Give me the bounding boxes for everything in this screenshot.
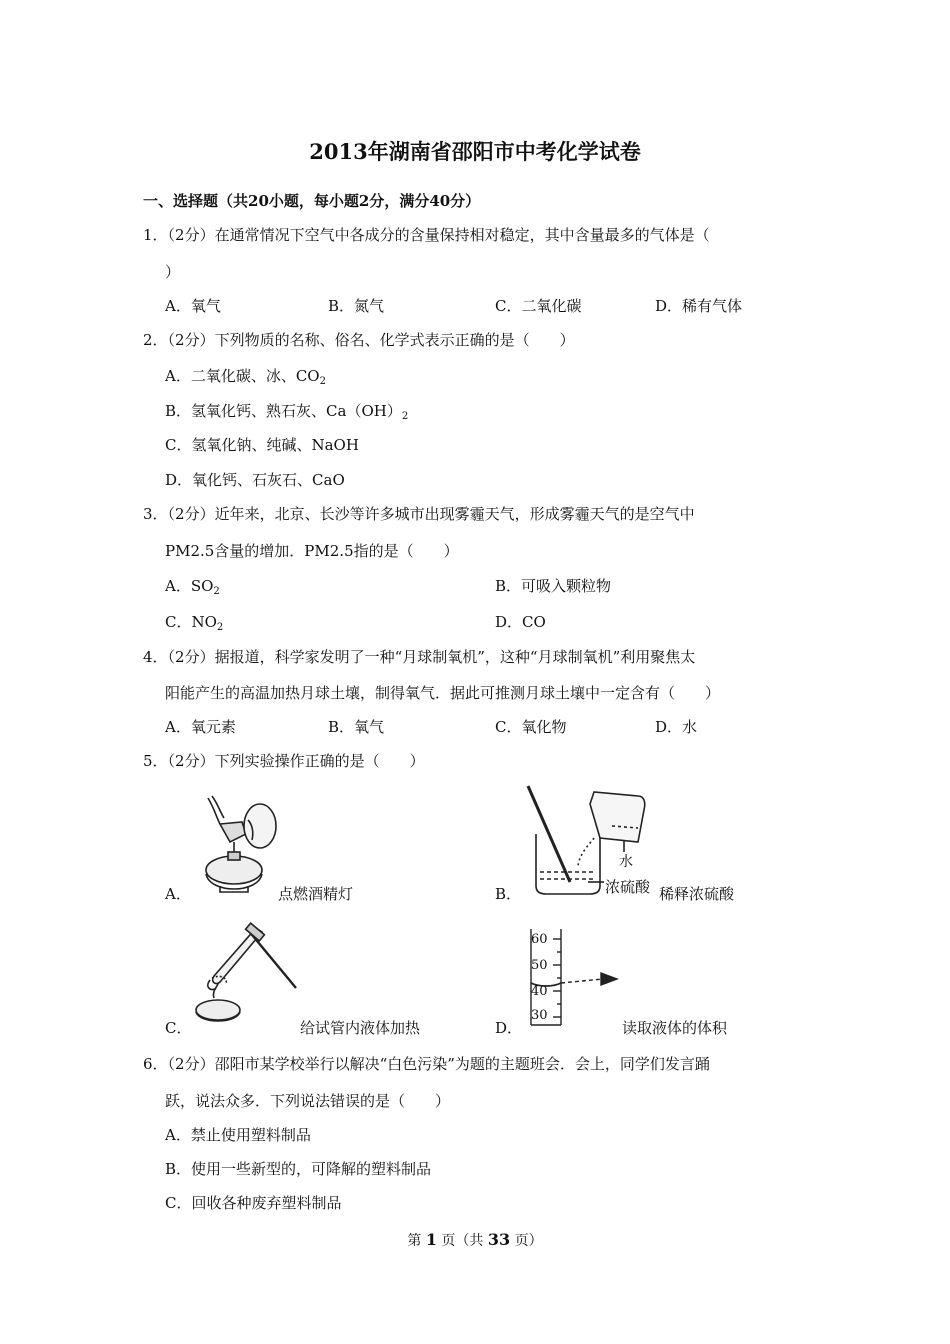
q6-stem: 6．（2分）邵阳市某学校举行以解决“白色污染”为题的主题班会．会上，同学们发言踊 <box>143 1055 710 1073</box>
q1-option-a: A．氧气 <box>165 297 221 315</box>
q1-option-c: C．二氧化碳 <box>495 297 582 315</box>
q3-option-b: B．可吸入颗粒物 <box>495 577 612 595</box>
q1-option-d: D．稀有气体 <box>655 297 743 315</box>
q2-option-d: D．氧化钙、石灰石、CaO <box>165 471 345 489</box>
page-number: 1 <box>425 1230 437 1249</box>
q5-option-a-label: A． <box>165 885 191 903</box>
q6-option-c: C．回收各种废弃塑料制品 <box>165 1194 342 1212</box>
q6-stem-cont: 跃，说法众多．下列说法错误的是（ ） <box>165 1092 451 1110</box>
q3-option-a: A．$SO_2$ <box>165 577 220 597</box>
q5-option-a-caption: 点燃酒精灯 <box>278 885 354 903</box>
q6-option-b: B．使用一些新型的，可降解的塑料制品 <box>165 1160 432 1178</box>
q4-stem: 4．（2分）据报道，科学家发明了一种“月球制氧机”，这种“月球制氧机”利用聚焦太 <box>143 648 696 666</box>
q2-option-c: C．氢氧化钠、纯碱、NaOH <box>165 436 359 454</box>
q3-stem-cont: PM2.5含量的增加．PM2.5指的是（ ） <box>165 542 459 560</box>
cylinder-scale-60: 60 <box>531 932 548 947</box>
q5-stem: 5．（2分）下列实验操作正确的是（ ） <box>143 752 425 770</box>
page-footer: 第 1 页（共 33 页） <box>407 1230 543 1249</box>
q6-option-a: A．禁止使用塑料制品 <box>165 1126 311 1144</box>
q4-option-b: B．氧气 <box>328 718 385 736</box>
q5-figure-acid-label: 浓硫酸 <box>605 878 651 896</box>
q4-option-c: C．氧化物 <box>495 718 567 736</box>
q3-stem: 3．（2分）近年来，北京、长沙等许多城市出现雾霾天气，形成雾霾天气的是空气中 <box>143 505 695 523</box>
page-title: 2013年湖南省邵阳市中考化学试卷 <box>309 139 641 164</box>
q3-option-c: C．$NO_2$ <box>165 613 224 633</box>
section-heading: 一、选择题（共20小题，每小题2分，满分40分） <box>143 192 481 210</box>
q5-option-d-label: D． <box>495 1019 523 1037</box>
cylinder-scale-50: 50 <box>531 958 548 973</box>
q5-option-c-label: C． <box>165 1019 192 1037</box>
q5-option-b-caption: 稀释浓硫酸 <box>659 885 735 903</box>
q5-option-d-caption: 读取液体的体积 <box>622 1019 728 1037</box>
q1-option-b: B．氮气 <box>328 297 385 315</box>
q2-option-a: A．二氧化碳、冰、$CO_2$ <box>165 367 326 387</box>
q5-option-c-caption: 给试管内液体加热 <box>300 1019 421 1037</box>
page-total: 33 <box>487 1230 511 1249</box>
alcohol-lamp-lighting-figure <box>190 790 285 900</box>
cylinder-scale-30: 30 <box>531 1008 548 1023</box>
q3-option-d: D．CO <box>495 613 546 631</box>
q5-figure-water-label: 水 <box>619 854 633 870</box>
q2-option-b: B．氢氧化钙、熟石灰、$Ca(OH)_2$ <box>165 402 409 422</box>
q4-stem-cont: 阳能产生的高温加热月球土壤，制得氧气．据此可推测月球土壤中一定含有（ ） <box>165 684 721 702</box>
test-tube-heating-figure <box>190 918 305 1028</box>
q2-stem: 2．（2分）下列物质的名称、俗名、化学式表示正确的是（ ） <box>143 331 575 349</box>
q5-option-b-label: B． <box>495 885 522 903</box>
q4-option-a: A．氧元素 <box>165 718 236 736</box>
q1-stem-cont: ） <box>165 263 181 281</box>
cylinder-scale-40: 40 <box>531 984 548 999</box>
q4-option-d: D．水 <box>655 718 698 736</box>
q1-stem: 1．（2分）在通常情况下空气中各成分的含量保持相对稳定，其中含量最多的气体是（ <box>143 226 710 244</box>
